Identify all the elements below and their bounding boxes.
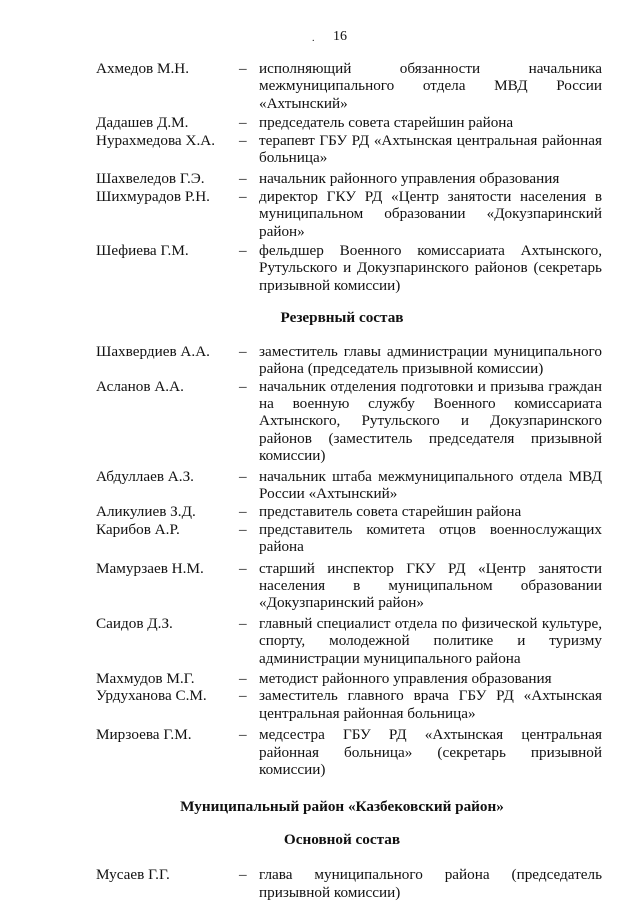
member-role: терапевт ГБУ РД «Ахтынская центральная районная больница» (259, 131, 602, 167)
dash: – (239, 503, 247, 521)
member-name: Аликулиев З.Д. (96, 503, 196, 521)
member-role: начальник отделения подготовки и призыва граждан на военную службу Военного комиссариата Ахтынского, Рутульского и Докузпаринского районов (заместитель председателя призывной комиссии) (259, 377, 602, 465)
member-role: представитель комитета отцов военнослужащих района (259, 520, 602, 556)
member-name: Урдуханова С.М. (96, 687, 207, 705)
member-role: медсестра ГБУ РД «Ахтынская центральная районная больница» (секретарь призывной комиссии) (259, 726, 602, 779)
member-row (96, 560, 602, 612)
member-name: Шихмурадов Р.Н. (96, 187, 210, 205)
member-name: Шефиева Г.М. (96, 242, 189, 260)
section-heading-reserve: Резервный состав (280, 309, 404, 327)
dash: – (239, 614, 247, 632)
dash: – (239, 866, 247, 884)
main-members-continued (96, 60, 602, 294)
member-row (96, 615, 602, 667)
commission-list (96, 60, 602, 901)
dash: – (239, 242, 247, 260)
member-name: Асланов А.А. (96, 377, 184, 395)
member-row (96, 726, 602, 778)
dash: – (239, 520, 247, 538)
member-role: старший инспектор ГКУ РД «Центр занятости населения в муниципальном образовании «Докузпаринский район» (259, 559, 602, 612)
member-row (96, 503, 602, 520)
member-row (96, 114, 602, 131)
section-heading-main: Основной состав (283, 830, 401, 848)
dash: – (239, 559, 247, 577)
member-name: Нурахмедова Х.А. (96, 131, 216, 149)
member-name: Абдуллаев А.З. (96, 467, 194, 485)
member-row (96, 468, 602, 503)
member-name: Шахвеледов Г.Э. (96, 170, 205, 188)
member-name: Мусаев Г.Г. (96, 866, 170, 884)
dash: – (239, 60, 247, 77)
page-number: 16 (333, 29, 347, 44)
member-role: директор ГКУ РД «Центр занятости населения в муниципальном образовании «Докузпаринский район» (259, 187, 602, 240)
member-row (96, 170, 602, 187)
reserve-members (96, 343, 602, 779)
member-role: фельдшер Военного комиссариата Ахтынского, Рутульского и Докузпаринского районов (секретарь призывной комиссии) (259, 242, 602, 294)
member-name: Саидов Д.З. (96, 614, 173, 632)
member-name: Мамурзаев Н.М. (96, 559, 204, 577)
member-role: глава муниципального района (председатель призывной комиссии) (259, 866, 602, 901)
district-main-members (96, 866, 602, 901)
member-row (96, 60, 602, 112)
member-row (96, 132, 602, 167)
member-name: Карибов А.Р. (96, 520, 180, 538)
dash: – (239, 687, 247, 705)
member-name: Ахмедов М.Н. (96, 60, 190, 77)
member-row (96, 242, 602, 294)
member-role: исполняющий обязанности начальника межмуниципального отдела МВД России «Ахтынский» (259, 60, 602, 112)
dash: – (239, 467, 247, 485)
member-role: заместитель главы администрации муниципального района (председатель призывной комиссии) (259, 342, 602, 378)
member-row (96, 866, 602, 901)
member-role: председатель совета старейшин района (259, 114, 514, 132)
member-role: методист районного управления образования (259, 670, 552, 687)
member-row (96, 687, 602, 722)
dash: – (239, 377, 247, 395)
member-row (96, 670, 602, 687)
speck-mark: . (312, 33, 315, 44)
member-name: Махмудов М.Г. (96, 670, 195, 687)
member-name: Шахвердиев А.А. (96, 342, 210, 360)
dash: – (239, 342, 247, 360)
member-role: главный специалист отдела по физической культуре, спорту, молодежной политике и туризму администрации муниципального района (259, 614, 602, 667)
member-name: Дадашев Д.М. (96, 114, 189, 132)
dash: – (239, 670, 247, 687)
dash: – (239, 170, 247, 188)
member-name: Мирзоева Г.М. (96, 726, 192, 744)
member-row (96, 343, 602, 378)
dash: – (239, 187, 247, 205)
member-role: заместитель главного врача ГБУ РД «Ахтынская центральная районная больница» (259, 687, 602, 722)
section-heading-district: Муниципальный район «Казбековский район» (180, 798, 504, 816)
dash: – (239, 114, 247, 132)
member-row (96, 378, 602, 465)
dash: – (239, 726, 247, 744)
member-role: начальник штаба межмуниципального отдела МВД России «Ахтынский» (259, 467, 602, 502)
member-row (96, 521, 602, 556)
member-role: начальник районного управления образования (259, 170, 560, 188)
member-row (96, 188, 602, 240)
member-role: представитель совета старейшин района (259, 503, 522, 521)
dash: – (239, 131, 247, 149)
